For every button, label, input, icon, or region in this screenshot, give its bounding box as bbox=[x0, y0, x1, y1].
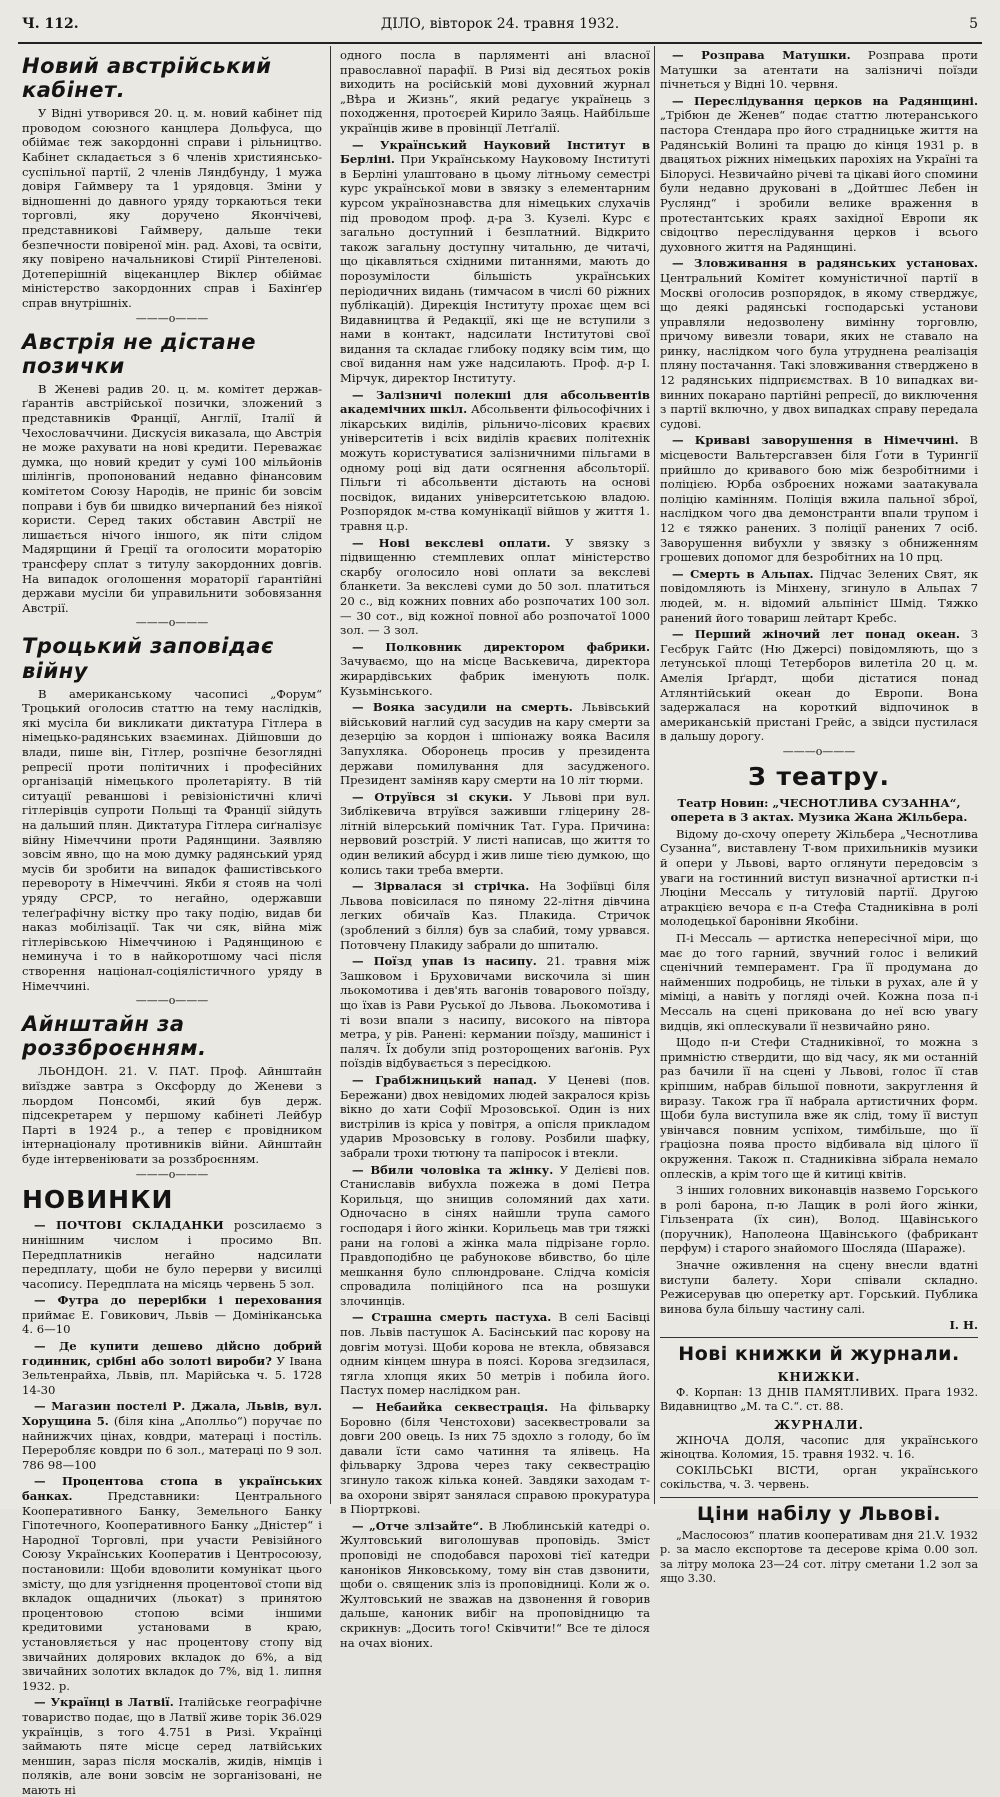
news-item bbox=[340, 388, 650, 534]
news-item bbox=[340, 138, 650, 386]
news-item-title: — ПОЧТОВІ СКЛАДАНКИ bbox=[34, 1218, 224, 1233]
headline-cabinet: Новий австрійський кабінет. bbox=[22, 54, 272, 103]
news-item bbox=[22, 1293, 322, 1337]
separator: ———o——— bbox=[135, 1167, 209, 1181]
news-item bbox=[340, 536, 650, 638]
journals-subheading: ЖУРНАЛИ. bbox=[774, 1418, 864, 1433]
news-item bbox=[22, 1218, 322, 1291]
article-austria-loan: В Женеві радив 20. ц. м. комітет держав-ґарантів австрійської позички, зложений з представників Франції, Англії, Італії й Чехословаччини. Дискусія виказала, що Австрія не може рахувати на нові кредити. Переважає думка, що новий кредит у сумі 100 мільйонів шілінгів, пропонований недавно фінансовим комітетом Союзу Народів, не приніс би зовсім поправи і був би швидко вичерпаний без ніякої користи. Серед таких обставин Австрії не лишається нічого іншого, як піти слідом Мадярщини й Греції та оголосити мораторію трансферу сплат з титулу закордонних довгів. На випадок оголошення мораторії ґарантійні держави мусіли би управильнити зобовязання Австрії. bbox=[22, 381, 322, 615]
headline-trotsky: Троцький заповідає війну bbox=[22, 634, 274, 683]
news-item-title: — „Отче злізайте“. bbox=[352, 1518, 484, 1533]
news-item-title: — Перший жіночий лет понад океан. bbox=[672, 627, 960, 642]
theatre-subtitle: Театр Новин: „ЧЕСНОТЛИВА СУЗАННА“, оперета в 3 актах. Музика Жана Жільбера. bbox=[670, 795, 968, 825]
news-item-text: Центральний Комітет комуністичної партії в Москві оголосив розпорядок, в якому стверджує, що деякі радянські господарські установи управляли недозволену вимінну торговлю, причому вивезли товари, яких не ставало на ринку, наслідком чого була утруднена реалізація пляну постачання. Такі зловживання стверджено в 12 радянських підприємствах. В 10 випадках ви-винних покарано партійні репресії, до виключення з партії включно, у двох випадках справу передала судові. bbox=[660, 270, 978, 431]
news-item-text: На фільварку Боровно (біля Ченстохови) засеквестровали за довги 200 овець. Із них 75 здохло з голоду, бо їм давали їсти само чатиння та ялівець. На фільварку Здрова через таку секвестрацію згинуло також кілька коней. Завдяки заходам т-ва охорони звірят занялася справою прокуратура в Піортркові. bbox=[340, 1400, 650, 1517]
news-item-title: — Вбили чоловіка та жінку. bbox=[352, 1162, 554, 1177]
news-item-title: — Полковник директором фабрики. bbox=[352, 639, 650, 654]
books-entry: Ф. Корпан: 13 ДНІВ ПАМЯТЛИВИХ. Прага 1932. Видавництво „М. та С.“. ст. 88. bbox=[660, 1385, 978, 1413]
news-item-title: — Розправа Матушки. bbox=[672, 48, 851, 62]
news-item-text: приймає Е. Говикович, Львів — Домініканська 4. 6—10 bbox=[22, 1307, 322, 1337]
news-item bbox=[340, 954, 650, 1071]
theatre-paragraph: П-і Мессаль — артистка непересічної міри, що має до того гарний, звучний голос і великий сценічний темперамент. Гра її продумана до найменших подробиць, не тільки в рухах, але й у міміці, а навіть у погляді очей. Кожна поза п-і Мессаль на сцені прикована до неї всю увагу видців, які оплескували її незвичайно ряно. bbox=[660, 931, 978, 1033]
news-item bbox=[22, 1474, 322, 1693]
article-trotsky: В американському часописі „Форум“ Троцький оголосив статтю на тему наслідків, які мусіла би викликати диктатура Гітлера в німецько-радянських взаєминах. Дійшовши до влади, пише він, Гітлер, розпічне безоглядні репресії проти політичних і професійних організацій німецького пролетаріяту. В тій ситуації реваншові і ревізіоністичні кличі гітлерівців супроти Польщі та Франції зійдуть на дальший плян. Диктатура Гітлера сиґналізує війну Німеччини проти Радянщини. Заявляю зовсім явно, що на мою думку радянський уряд мусів би зробити на випадок фашистівського перевороту в Німеччині. Якби я стояв на чолі уряду СРСР, то негайно, одержавши телеґрафічну вістку про таку подію, видав би наказ мобілізації. Так чи сяк, війна між гітлерівською Німеччиною і Радянщиною є неминуча і то в найкоротшому часі після створення націонал-соціялістичного уряду в Німеччині. bbox=[22, 686, 322, 993]
headline-austria-loan: Австрія не дістане позички bbox=[22, 329, 256, 378]
news-item-title: — Де купити дешево дійсно добрий годинник, срібні або золоті вироби? bbox=[22, 1339, 322, 1368]
news-item-title: — Криваві заворушення в Німеччині. bbox=[672, 433, 959, 448]
headline-books: Нові книжки й журнали. bbox=[678, 1343, 960, 1366]
news-item-title: — Український Науковий Інститут в Берліні. bbox=[340, 137, 650, 167]
news-item-text: В Люблинській катедрі о. Жултовський виголошував проповідь. Зміст проповіді не сподобався парохові тієї катедри каноніков Янковському, тому він став дзвонити, щоби о. священик зліз із проповідниці. Коли ж о. Жултовський не зважав на дзвонення й говорив дальше, каноник вибіг на проповідницю та скрикнув: „Досить того! Сківчити!“ Все те ділося на очах віоних. bbox=[340, 1518, 650, 1650]
prices-text: „Маслосоюз“ платив кооперативам дня 21.V. 1932 р. за масло експортове та десерове кріма 0.00 зол. за літру молока 23—24 сот. літру сметани 1.2 зол за ящо 3.30. bbox=[660, 1529, 978, 1585]
news-item-title: — Нові векслеві оплати. bbox=[352, 535, 551, 550]
news-item-text: З Гесбрук Гайтс (Ню Джерсі) повідомляють, що з летунської площі Тетерборов вилетіла 20 ц. м. Амелія Ірґардт, щоби дістатися понад Атлянтійський океан до Европи. Вона задержалася на короткий відпочинок в американській пристані Грейс, а звідси пустилася в дальшу дорогу. bbox=[660, 627, 978, 744]
news-item-text: Розправа проти Матушки за атентати на залізничі поїзди пічнеться у Відні 10. червня. bbox=[660, 48, 979, 92]
news-item bbox=[340, 1519, 650, 1650]
column-2 bbox=[340, 48, 651, 1650]
column-1 bbox=[22, 48, 323, 1797]
theatre-paragraph: З інших головних виконавців назвемо Горського в ролі барона, п-ю Лащик в ролі його жінки, Гільзенрата (їх син), Волод. Щавінського (поручник), Наполеона Щавінського (фабрикант перфум) і старого знайомого Шосляда (Шараже). bbox=[660, 1183, 978, 1256]
news-item bbox=[340, 1310, 650, 1398]
article-continuation: одного посла в парляменті ані власної православної парафії. В Ризі від десятьох років виходить на російській мові духовний журнал „Вѣра и Жизнь“, який редагує українець з походження, протоєрей Кирило Заяць. Найбільше українців живе в провінції Летґалії. bbox=[340, 48, 650, 135]
news-item bbox=[660, 94, 978, 255]
news-item-title: — Залізничі полекші для абсольвентів академічних шкіл. bbox=[340, 387, 650, 417]
theatre-paragraph: Відому до-схочу оперету Жільбера „Чеснотлива Сузанна“, виставлену Т-вом прихильників музики й опери у Львові, варто оглянути передовсім з уваги на гостинний виступ визначної артистки п-і Люціни Мессаль у титуловій партії. Другою атракцією вечора є п-а Стефа Стадниківна в ролі молодецької баронівни Якобіни. bbox=[660, 826, 978, 929]
news-item bbox=[22, 1339, 322, 1397]
article-cabinet: У Відні утворився 20. ц. м. новий кабінет під проводом союзного канцлера Дольфуса, що обіймає теж закордонні справи і рільництво. Кабінет складається з 6 членів християнсько-суспільної партії, 2 членів Ляндбунду, 1 мужа довіря Гаймверу та 1 урядовця. Зміни у відношенні до давного уряду торкаються теки торговлі, яку доручено Якончічеві, представникові Гаймверу, дальше теки безпечности повіреної мін. рад. Ахові, та освіти, яку повірено начальникові Стирії Рінтеленові. Дотеперішній віцеканцлер Віклєр обіймає міністерство закордонних справ і Бахінґер справ внутрішніх. bbox=[22, 106, 322, 310]
books-subheading: КНИЖКИ. bbox=[777, 1369, 861, 1384]
news-item-text: У Ценеві (пов. Бережани) двох невідомих людей закралося крізь вікно до хати Софії Мрозовської. Один із них вистрілив із кріса у повітря, а опісля прикладом ударив Мрозовську в голову. Розбили шафку, забрали трохи тютюну та папіросок і втекли. bbox=[340, 1072, 650, 1160]
headline-prices: Ціни набілу у Львові. bbox=[697, 1502, 941, 1525]
news-item-title: — Отруївся зі скуки. bbox=[352, 789, 513, 804]
headline-einstein: Айнштайн за роззброєнням. bbox=[22, 1012, 207, 1061]
news-item-text: Абсольвенти фільософічних і лікарських виділів, рільничо-лісових краєвих університетів і всіх виділів краєвих політехнік можуть користуватися залізничними пільгами в одному році від дати осягнення абсольторії. Пільги ті абсольвенти дістають на основі посвідок, виданих університетською владою. Розпорядок м-ства комунікації війшов у життя 1. травня ц.р. bbox=[340, 402, 650, 533]
news-item-text: У Івана Зельтенрайха, Львів, пл. Марійська ч. 5. 1728 14-30 bbox=[22, 1353, 322, 1397]
news-item bbox=[22, 1695, 322, 1797]
news-item bbox=[340, 1400, 650, 1517]
theatre-paragraph: Щодо п-и Стефи Стадниківної, то можна з примністю ствердити, що від часу, як ми останній раз бачили її на сцені у Львові, голос її став кріпшим, набрав більшої повноти, закруглення й виразу. Також гра її набрала артистичних форм. Щоби була виступила вже як слід, тому її виступ увінчався повним успіхом, тимбільше, що її ґраціозна поява просто відбивала від цілого її окруження. Також п. Стадниківна зібрала немало оплесків, а крім того ще й китиці квітів. bbox=[660, 1035, 978, 1181]
masthead-date: ДІЛО, вівторок 24. травня 1932. bbox=[380, 16, 620, 32]
news-item-text: У Львові при вул. Зиблікевича втруївся заживши гліцерину 28-літній вілерський помічник Тат. Гура. Причина: нервовий розстрій. У листі написав, що життя то один великий абсурд і жив лише тією думкою, що колись таки треба вмерти. bbox=[340, 789, 651, 877]
news-item-text: В селі Басівці пов. Львів пастушок А. Басінський пас корову на довгім мотузі. Щоби корова не втекла, обвязався одним кінцем шнура в поясі. Корова згедзилася, тягла хлопця яких 50 метрів і побила його. Пастух помер наслідком ран. bbox=[340, 1310, 650, 1398]
separator: ———o——— bbox=[135, 311, 209, 325]
news-item bbox=[340, 1163, 650, 1309]
news-item-text: Зачуваємо, що на місце Васькевича, директора жирардівських фабрик іменують полк. Кузьмінського. bbox=[340, 654, 650, 698]
news-item-title: — Зірвалася зі стрічка. bbox=[352, 879, 530, 894]
headline-theatre: З театру. bbox=[748, 761, 890, 791]
news-item-text: Львівський військовий наглий суд засудив на кару смерти за дезерцію за кордон і шпіонажу вояка Василя Запухляка. Оборонець просив у президента держави помилування для засудженого. Президент заміняв кару смерти на 10 літ тюрми. bbox=[340, 700, 650, 788]
news-item-text: При Українському Науковому Інституті в Берліні улаштовано в цьому літньому семестрі курс української мови в звязку з елементарним курсом українознавства для німецьких слухачів під проводом проф. д-ра З. Кузелі. Курс є загально доступний і безплатний. Відкрито також загальну доступну читальню, де читачі, що цікавляться східними питаннями, мають до порозумілости більшість українських періодичних видань (тимчасом в числі 60 ріжних публікацій). Дирекція Інституту прохає щем всі Видавництва й Редакції, які ще не вступили з нами в контакт, надсилати Інститутові свої видання та складає глибоку подяку всім тим, що свої видання нам уже надсилають. Проф. д-р І. Мірчук, директор Інституту. bbox=[340, 152, 650, 386]
news-item bbox=[660, 627, 978, 744]
separator: ———o——— bbox=[135, 616, 209, 630]
news-item bbox=[660, 256, 978, 431]
rule bbox=[660, 1337, 978, 1338]
news-item bbox=[340, 640, 650, 698]
news-item bbox=[660, 567, 978, 625]
theatre-paragraph: Значне оживлення на сцену внесли вдатні виступи балету. Хори співали складно. Режисерував цю оперетку арт. Горський. Публика винова була більшу частину салі. bbox=[660, 1258, 978, 1316]
news-item-text: „Трібюн де Женев“ подає статтю лютеранського пастора Стендара про його страдницьке життя на Радянській Волині та працю до кінця 1931 р. в двацятьох ріжних німецьких парохіях на Україні та Білорусі. Незвичайно річеві та цікаві його спомини були недавно друковані в „Дойтшес Лєбен ін Руслянд“ і зробили велике враження в протестантських краях західної Европи як свідоцтво переслідування церков і всього духовного життя на Радянщині. bbox=[660, 108, 978, 254]
news-item-text: У Делієві пов. Станиславів вибухла пожежа в домі Петра Корильця, що знищив соломяний дах хати. Одночасно в сінях найшли трупа самого господаря і його жінки. Корильець мав три тяжкі рани на голові а жінка мала підрізане горло. Правдоподібно це рабунокове вбивство, бо ціле мешкання було сплюндроване. Слідча комісія спровадила поліційного пса на розшуки злочинців. bbox=[340, 1162, 650, 1308]
news-item bbox=[660, 433, 978, 564]
separator: ———o——— bbox=[135, 994, 209, 1008]
journals-entry: ЖІНОЧА ДОЛЯ, часопис для українського жіноцтва. Коломия, 15. травня 1932. ч. 16. bbox=[660, 1434, 978, 1462]
journals-entry: СОКІЛЬСЬКІ ВІСТИ, орган українського сокільства, ч. 3. червень. bbox=[660, 1464, 978, 1492]
news-item-title: — Поїзд упав із насипу. bbox=[352, 954, 537, 969]
news-item-title: — Українці в Латвії. bbox=[34, 1695, 174, 1710]
news-item-text: В місцевости Вальтерсгавзен біля Ґоти в Турингії прийшло до кривавого бою між безробітними і поліцією. Юрба озброєних ножами заатакувала поліцію камінням. Поліція вжила пальної зброї, наслідком чого два демонстранти впали трупом і 12 є тяжко ранених. З поліції ранених 7 осіб. Заворушення вибухли у звязку з обниженням грошевих допомог для безробітних на 10 прц. bbox=[660, 433, 978, 565]
news-item-text: На Зофіївці біля Львова повісилася по пяному 22-літня дівчина легких обичаїв Каз. Плакида. Стричок (зроблений з білля) був за слабий, тому урвався. Потовчену Плакиду забрали до шпиталю. bbox=[340, 879, 650, 952]
news-item-text: У звязку з підвищенню стемплевих оплат міністерство скарбу оголосило нові оплати за векслеві бланкети. За векслеві суми до 50 зол. платиться 20 с., від кожних повних або розпочатих 100 зол. — 30 сот., від кожної повної або розпочатої 1000 зол. — 3 зол. bbox=[340, 535, 650, 638]
news-item-title: — Вояка засудили на смерть. bbox=[352, 700, 573, 715]
theatre-signature: І. Н. bbox=[949, 1318, 978, 1333]
news-item-title: — Футра до перерібки і перехования bbox=[34, 1293, 322, 1308]
news-item-text: Підчас Зелених Свят, як повідомляють із Мінхену, згинуло в Альпах 7 людей, м. н. відомий альпініст Шмід. Тяжко ранений його товариш лейтарт Кребс. bbox=[660, 566, 978, 625]
page-number: 5 bbox=[969, 16, 978, 32]
column-3 bbox=[660, 48, 979, 1585]
news-item-text: Італійське географічне товариство подає, що в Латвії живе торік 36.029 українців, з того 4.751 в Ризі. Українці займають пяте місце серед латвійських меншин, зараз після москалів, жидів, німців і поляків, але вони зовсім не зорганізовані, не мають ні bbox=[22, 1695, 322, 1797]
news-item-title: — Небаийка секвестрація. bbox=[352, 1400, 549, 1415]
news-item-title: — Зловживання в радянських установах. bbox=[672, 256, 978, 271]
news-item-text: Представники: Центрального Кооперативного Банку, Земельного Банку Гіпотечного, Кооперативного Банку „Дністер“ і Народної Торговлі, при участи Ревізійного Союзу Українських Кооператив і Центросоюзу, постановили: Щоби вдоволити комунікат цього змісту, що для узгіднення процентової стопи від вкладок ощадничих (льокат) з принятою процентовою стопою всіми іншими кредитовими установами в краю, установляється у нас процентову стопу від звичайних долярових вкладок до 6%, а від звичайних золотих вкладок до 7%, від 1. липня 1932. р. bbox=[22, 1489, 322, 1693]
news-item bbox=[340, 1073, 650, 1161]
column-divider-1 bbox=[330, 46, 331, 1504]
news-item-title: — Процентова стопа в українських банках. bbox=[22, 1474, 322, 1503]
news-item-text: (біля кіна „Аполльо“) поручає по найнижчих цінах, ковдри, матераці і постіль. Переробляє ковдри по 6 зол., матераці по 9 зол. 786 98—100 bbox=[22, 1414, 323, 1472]
news-item bbox=[660, 48, 978, 92]
section-title-news: НОВИНКИ bbox=[22, 1184, 174, 1214]
news-item bbox=[340, 700, 650, 788]
rule bbox=[660, 1497, 978, 1498]
column-divider-2 bbox=[654, 46, 655, 1504]
news-item-text: розсилаємо з нинішним числом і просимо Вп. Передплатників негайно надсилати передплату, щоби не було перерви у висилці часопису. Передплата на місяць червень 5 зол. bbox=[22, 1218, 322, 1291]
header-rule bbox=[18, 42, 982, 44]
page-header bbox=[22, 12, 978, 40]
issue-number: Ч. 112. bbox=[22, 16, 79, 32]
news-item-title: — Магазин постелі Р. Джала, Львів, вул. Хорущина 5. bbox=[22, 1399, 322, 1429]
news-item-text: 21. травня між Зашковом і Бруховичами вискочила зі шин льокомотива і дев'ять вагонів товарового поїзду, що їхав із Рави Руської до Львова. Льокомотива і ті вози впали з насипу, високого на півтора метра, у рів. Ранені: кермании поїзду, машиніст і паляч. Їх добули зпід розторощених ваґонів. Рух поїздів відбувається з пересідкою. bbox=[340, 954, 650, 1071]
separator: ———o——— bbox=[782, 744, 856, 758]
news-item-title: — Грабіжницький напад. bbox=[352, 1072, 537, 1087]
news-item-title: — Смерть в Альпах. bbox=[672, 566, 814, 581]
news-item bbox=[22, 1399, 322, 1472]
news-item-title: — Переслідування церков на Радянщині. bbox=[672, 93, 978, 108]
news-item bbox=[340, 790, 650, 878]
news-item bbox=[340, 879, 650, 952]
news-item-title: — Страшна смерть пастуха. bbox=[352, 1310, 552, 1325]
article-einstein: ЛЬОНДОН. 21. V. ПАТ. Проф. Айнштайн виїздже завтра з Оксфорду до Женеви з льордом Понсомбі, який був держ. підсекретарем у першому кабінеті Лейбур Парті в 1924 р., а тепер є провідником інтернаціоналу противників війни. Айнштайн буде інтервеніювати за роззброєнням. bbox=[22, 1064, 322, 1166]
